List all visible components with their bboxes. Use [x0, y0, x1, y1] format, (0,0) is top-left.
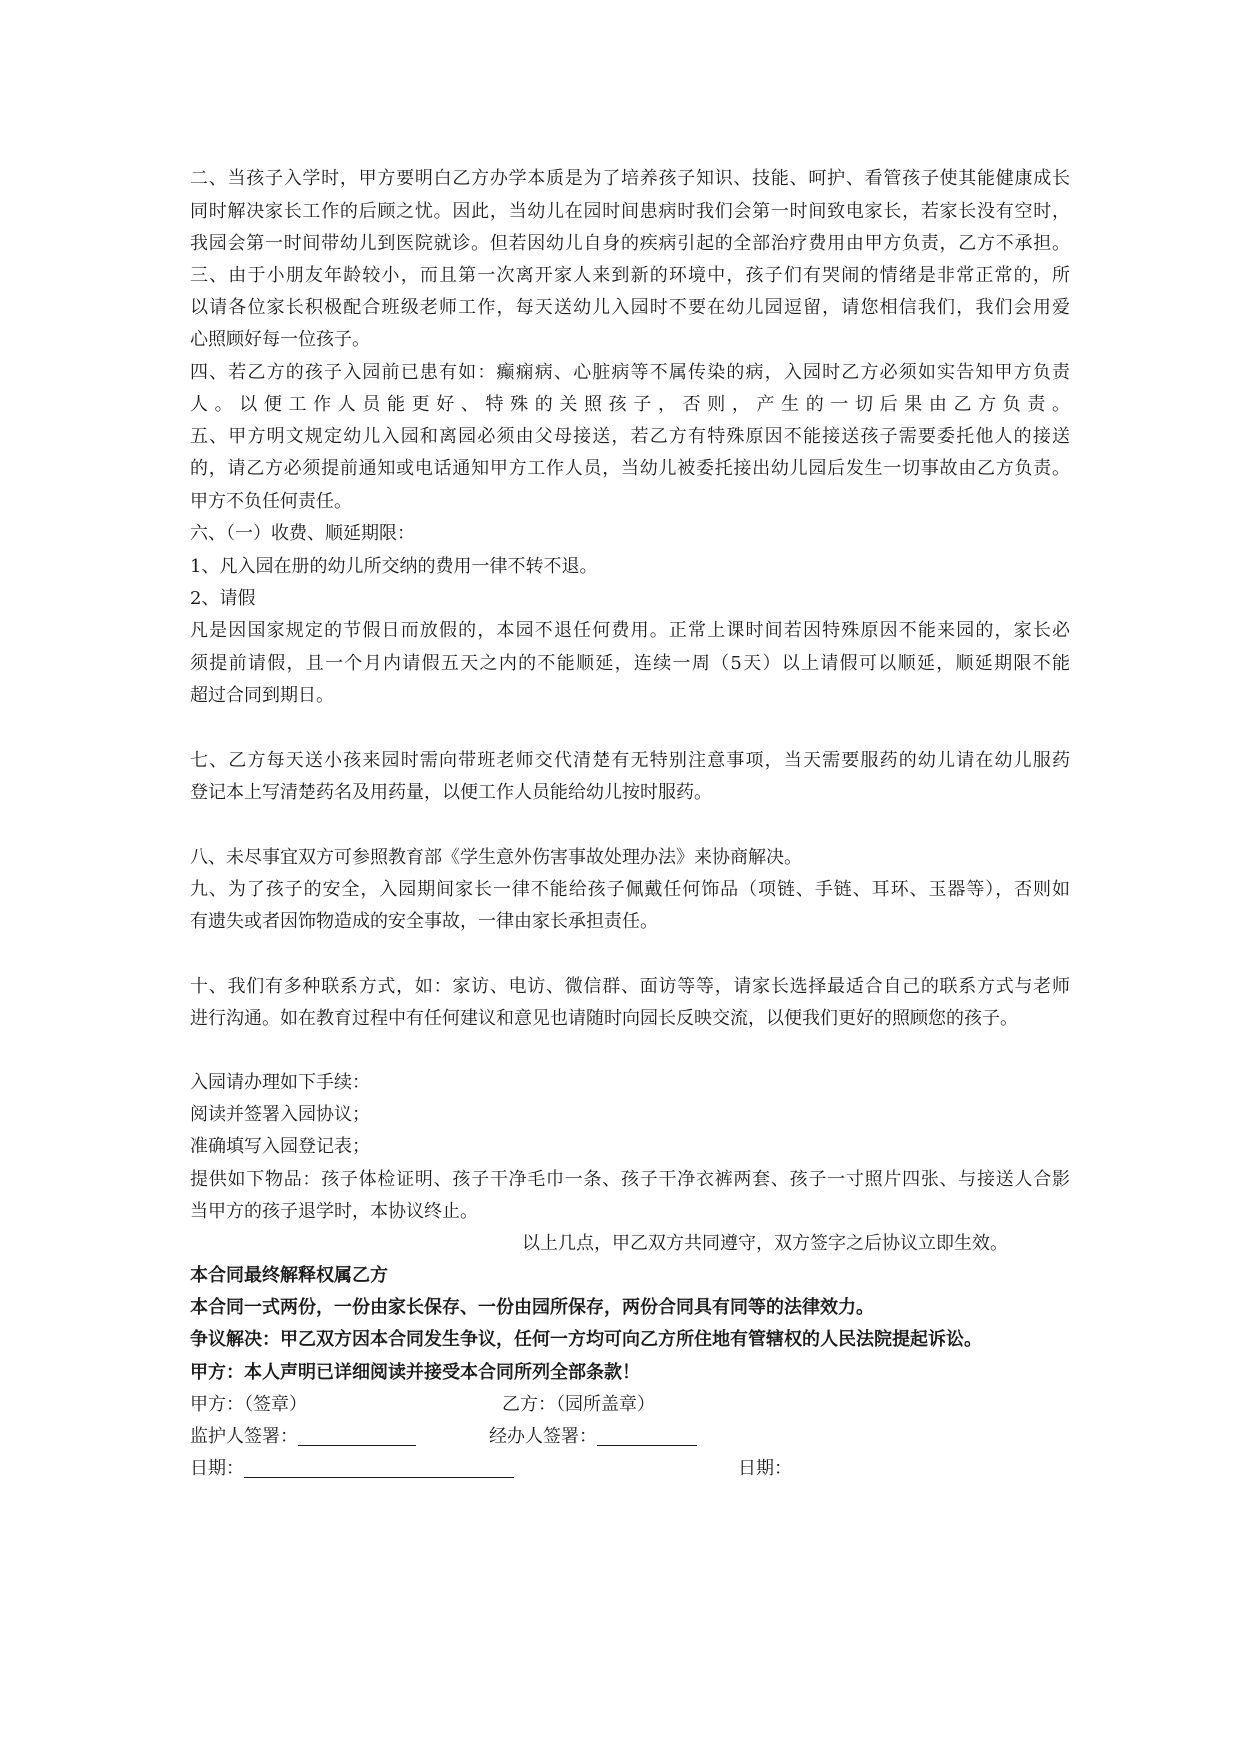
effect-note: 以上几点，甲乙双方共同遵守，双方签字之后协议立即生效。 [522, 1233, 1008, 1254]
clause-7-line-1: 七、乙方每天送小孩来园时需向带班老师交代清楚有无特别注意事项，当天需要服药的幼儿请在幼儿服药 [190, 750, 1070, 771]
clause-2-line-2: 同时解决家长工作的后顾之忧。因此，当幼儿在园时间患病时我们会第一时间致电家长，若家长没有空时， [190, 201, 1070, 222]
dispute-clause: 争议解决：甲乙双方因本合同发生争议，任何一方均可向乙方所住地有管辖权的人民法院提起诉讼。 [190, 1329, 982, 1350]
procedures-title: 入园请办理如下手续： [190, 1072, 370, 1093]
procedure-step-1: 阅读并签署入园协议； [190, 1104, 370, 1125]
clause-4-line-2: 人。以便工作人员能更好、特殊的关照孩子，否则，产生的一切后果由乙方负责。 [190, 394, 1070, 415]
party-b-seal-label: 乙方：（园所盖章） [502, 1394, 655, 1415]
guardian-signature-row [190, 1421, 416, 1453]
guardian-signature-label: 监护人签署： [190, 1426, 298, 1447]
clause-6-body-line-1: 凡是因国家规定的节假日而放假的，本园不退任何费用。正常上课时间若因特殊原因不能来园的，家长必 [190, 620, 1070, 641]
clause-3-line-2: 以请各位家长积极配合班级老师工作，每天送幼儿入园时不要在幼儿园逗留，请您相信我们，我们会用爱 [190, 297, 1070, 318]
clause-3-line-3: 心照顾好每一位孩子。 [190, 329, 370, 350]
handler-signature-label: 经办人签署： [489, 1426, 597, 1447]
handler-signature-row [489, 1421, 697, 1453]
clause-8: 八、未尽事宜双方可参照教育部《学生意外伤害事故处理办法》来协商解决。 [190, 847, 802, 868]
party-b-date-label: 日期： [738, 1458, 792, 1479]
copies-clause: 本合同一式两份，一份由家长保存、一份由园所保存，两份合同具有同等的法律效力。 [190, 1297, 874, 1318]
clause-6-item-1: 1、凡入园在册的幼儿所交纳的费用一律不转不退。 [190, 556, 598, 577]
clause-2-line-3: 我园会第一时间带幼儿到医院就诊。但若因幼儿自身的疾病引起的全部治疗费用由甲方负责，乙方不承担。 [190, 233, 1070, 254]
clause-10-line-1: 十、我们有多种联系方式，如：家访、电访、微信群、面访等等，请家长选择最适合自己的联系方式与老师 [190, 976, 1070, 997]
clause-9-line-2: 有遗失或者因饰物造成的安全事故，一律由家长承担责任。 [190, 911, 658, 932]
clause-6-body-line-3: 超过合同到期日。 [190, 685, 334, 706]
clause-5-line-3: 甲方不负任何责任。 [190, 491, 352, 512]
clause-9-line-1: 九、为了孩子的安全，入园期间家长一律不能给孩子佩戴任何饰品（项链、手链、耳环、玉器等），否则如 [190, 879, 1070, 900]
clause-3-line-1: 三、由于小朋友年龄较小，而且第一次离开家人来到新的环境中，孩子们有哭闹的情绪是非常正常的，所 [190, 265, 1070, 286]
procedure-step-2: 准确填写入园登记表； [190, 1136, 370, 1157]
termination-note: 当甲方的孩子退学时，本协议终止。 [190, 1201, 478, 1222]
clause-6-title: 六、（一）收费、顺延期限： [190, 523, 415, 544]
clause-10-line-2: 进行沟通。如在教育过程中有任何建议和意见也请随时向园长反映交流，以便我们更好的照顾您的孩子。 [190, 1008, 1018, 1029]
clause-6-item-2: 2、请假 [190, 588, 256, 609]
party-a-date-label: 日期： [190, 1458, 244, 1479]
party-a-date-row [190, 1453, 514, 1485]
procedure-step-3: 提供如下物品：孩子体检证明、孩子干净毛巾一条、孩子干净衣裤两套、孩子一寸照片四张、与接送人合影 [190, 1169, 1070, 1190]
party-a-date-line[interactable] [244, 1457, 514, 1478]
clause-5-line-2: 的，请乙方必须提前通知或电话通知甲方工作人员，当幼儿被委托接出幼儿园后发生一切事故由乙方负责。 [190, 458, 1070, 479]
clause-5-line-1: 五、甲方明文规定幼儿入园和离园必须由父母接送，若乙方有特殊原因不能接送孩子需要委托他人的接送 [190, 426, 1070, 447]
clause-4-line-1: 四、若乙方的孩子入园前已患有如：癫痫病、心脏病等不属传染的病，入园时乙方必须如实告知甲方负责 [190, 362, 1070, 383]
clause-2-line-1: 二、当孩子入学时，甲方要明白乙方办学本质是为了培养孩子知识、技能、呵护、看管孩子使其能健康成长 [190, 168, 1070, 189]
clause-6-body-line-2: 须提前请假，且一个月内请假五天之内的不能顺延，连续一周（5天）以上请假可以顺延，顺延期限不能 [190, 653, 1070, 674]
party-a-signature-label: 甲方：（签章） [190, 1394, 307, 1415]
clause-7-line-2: 登记本上写清楚药名及用药量，以便工作人员能给幼儿按时服药。 [190, 782, 712, 803]
handler-signature-line[interactable] [597, 1425, 697, 1446]
guardian-signature-line[interactable] [298, 1425, 416, 1446]
interpretation-clause: 本合同最终解释权属乙方 [190, 1265, 388, 1286]
declaration-clause: 甲方：本人声明已详细阅读并接受本合同所列全部条款！ [190, 1362, 640, 1383]
